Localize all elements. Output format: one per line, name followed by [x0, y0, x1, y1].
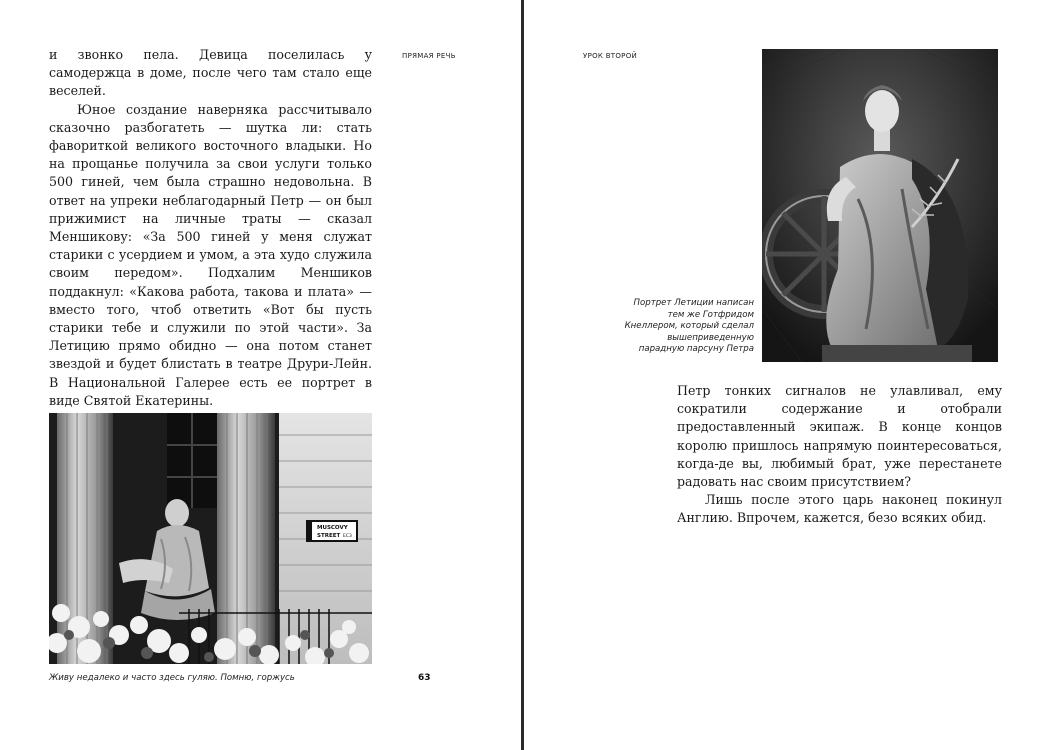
right-paragraph-2: Лишь после этого царь наконец покинул Англию. Впрочем, кажется, безо всяких обид. [677, 492, 1002, 526]
right-paragraph-1: Петр тонких сигналов не улавливал, ему сократили содержание и отобрали предоставленный экипаж. В конце концов королю пришлось напрямую поинтересоваться, когда-де вы, любимый брат, уже перестанете радовать нас своим присутствием? [677, 383, 1002, 490]
street-sign [307, 521, 357, 541]
page-number: 63 [418, 673, 431, 683]
sign-text-muscovy: MUSCOVY [317, 525, 348, 531]
left-page [0, 0, 521, 750]
running-head-right: УРОК ВТОРОЙ [583, 52, 638, 60]
right-page [524, 0, 1047, 750]
muscovy-street-photo [49, 413, 372, 664]
letitia-portrait [762, 49, 998, 362]
running-head-left: ПРЯМАЯ РЕЧЬ [402, 52, 456, 60]
sign-text-street: STREET [317, 533, 341, 539]
portrait-caption: Портрет Летиции написан тем же Готфридом Кнеллером, который сделал вышеприведенную парадную парсуну Петра [624, 298, 754, 355]
right-body-text [677, 382, 1002, 528]
sign-text-code: EC3 [343, 534, 352, 539]
left-paragraph-2: Юное создание наверняка рассчитывало сказочно разбогатеть — шутка ли: стать фавориткой великого восточного владыки. Но на прощанье получила за свои услуги только 500 гиней, чем была страшно недовольна. В ответ на упреки неблагодарный Петр — он был прижимист на личные траты — сказал Меншикову: «За 500 гиней у меня служат старики с усердием и умом, а эта худо служила своим передом». Подхалим Меншиков поддакнул: «Какова работа, такова и плата» — вместо того, чтоб ответить «Вот бы пусть старики тебе и служили по этой части». За Летицию прямо обидно — она потом станет звездой и будет блистать в театре Друри-Лейн. В Национальной Галерее есть ее портрет в виде Святой Екатерины. [49, 101, 372, 408]
left-paragraph-1: и звонко пела. Девица поселилась у самодержца в доме, после чего там стало еще веселей. [49, 47, 372, 99]
left-photo-caption: Живу недалеко и часто здесь гуляю. Помню, горжусь [49, 673, 295, 683]
